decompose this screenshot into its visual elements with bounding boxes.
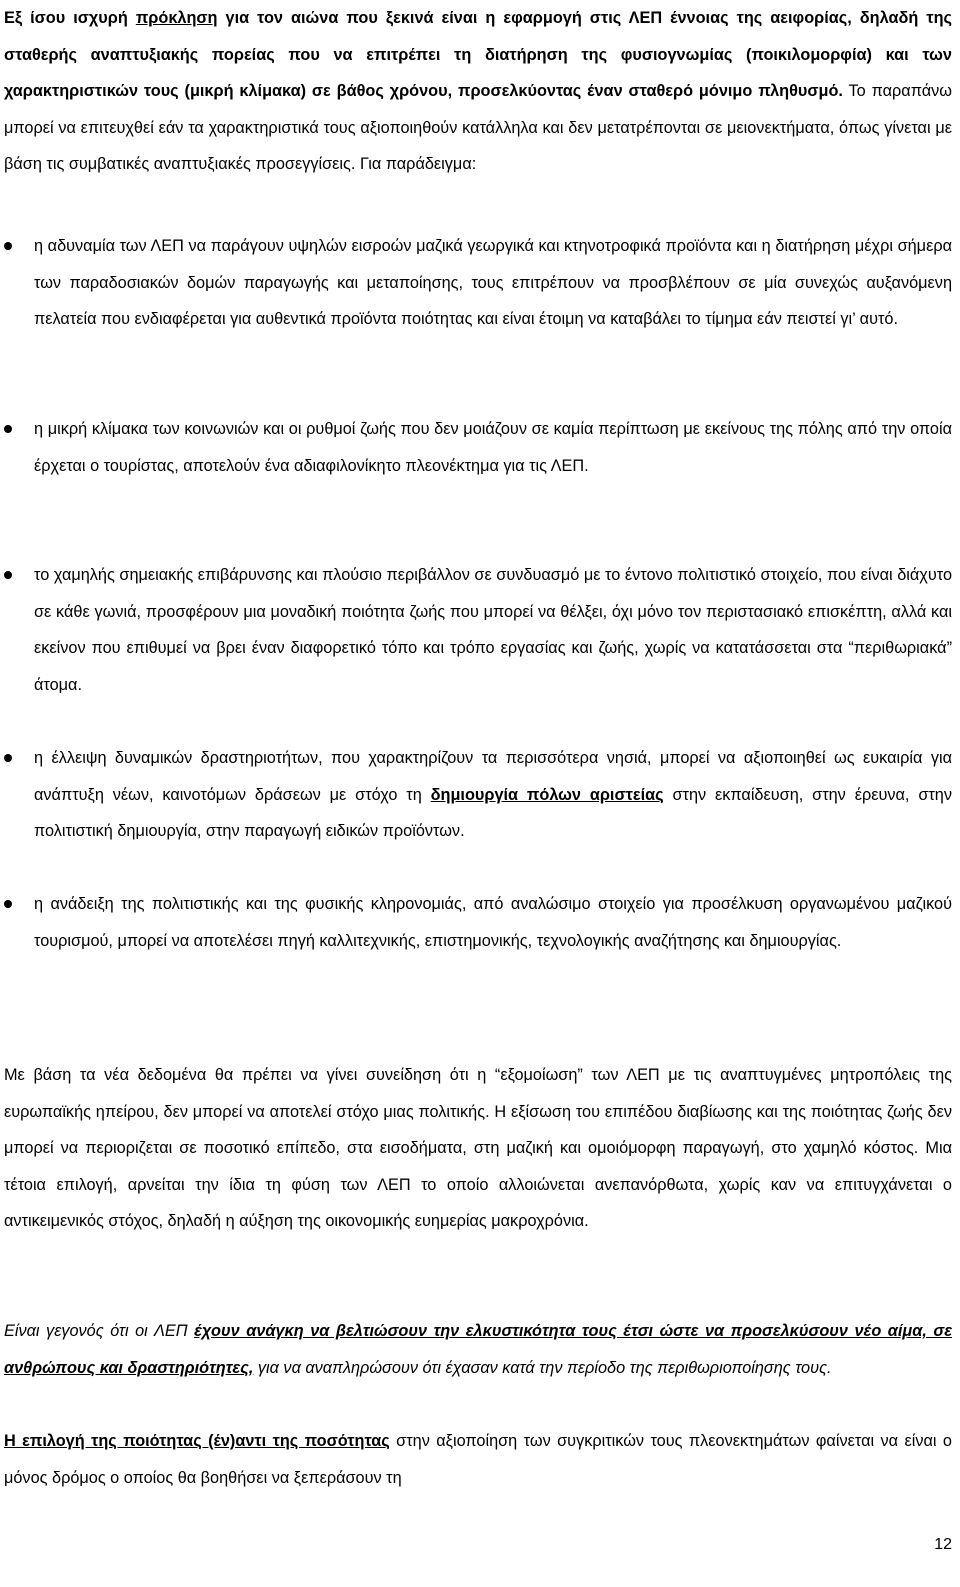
bullet-text: [34, 740, 952, 850]
bullet-dot: [4, 425, 12, 433]
bullet-dot: [4, 754, 12, 762]
paragraph-4: [4, 1423, 952, 1496]
paragraph-3: [4, 1313, 952, 1386]
intro-text-3: για τον αιώνα που ξεκινά είναι η εφαρμογή στις ΛΕΠ έννοιας της αειφορίας, δηλαδή της σταθερής αναπτυξιακής πορείας που να επιτρέπει τη διατήρηση της φυσιογνωμίας (ποικιλομορφία) και των χαρακτηριστικών τους (μικρή κλίμακα) σε βάθος χρόνου, προσελκύοντας έναν σταθερό μόνιμο πληθυσμό.: [4, 9, 953, 100]
para3-emphasis: έχουν ανάγκη να βελτιώσουν την ελκυστικότητα τους έτσι ώστε να προσελκύσουν νέο αίμα, σε ανθρώπους και δραστηριότητες,: [4, 1322, 952, 1377]
bullet-dot: [4, 571, 12, 579]
bullet-4-text-a: η έλλειψη δυναμικών δραστηριοτήτων, που χαρακτηρίζουν τα περισσότερα νησιά, μπορεί να αξιοποιηθεί ως ευκαιρία για ανάπτυξη νέων, καινοτόμων δράσεων με στόχο τη: [34, 749, 952, 804]
page-number: 12: [934, 1536, 952, 1553]
intro-paragraph: [4, 0, 952, 183]
bullet-text: η αδυναμία των ΛΕΠ να παράγουν υψηλών εισροών μαζικά γεωργικά και κτηνοτροφικά προϊόντα και η διατήρηση μέχρι σήμερα των παραδοσιακών δομών παραγωγής και μεταποίησης, τους επιτρέπουν να προσβλέπουν σε μία συνεχώς αυξανόμενη πελατεία που ενδιαφέρεται για αυθεντικά προϊόντα ποιότητας και είναι έτοιμη να καταβάλει το τίμημα εάν πειστεί γι’ αυτό.: [34, 237, 952, 328]
bullet-text: το χαμηλής σημειακής επιβάρυνσης και πλούσιο περιβάλλον σε συνδυασμό με το έντονο πολιτιστικό στοιχείο, που είναι διάχυτο σε κάθε γωνιά, προσφέρουν μια μοναδική ποιότητα ζωής που μπορεί να θέλξει, όχι μόνο τον περιστασιακό επισκέπτη, αλλά και εκείνον που επιθυμεί να βρει έναν διαφορετικό τόπο και τρόπο εργασίας και ζωής, χωρίς να κατατάσσεται στα “περιθωριακά” άτομα.: [34, 566, 952, 694]
para3-text-c: για να αναπληρώσουν ότι έχασαν κατά την περίοδο της περιθωριοποίησης τους.: [253, 1358, 832, 1377]
para4-text-b: στην αξιοποίηση των συγκριτικών τους πλεονεκτημάτων φαίνεται να είναι ο μόνος δρόμος ο οποίος θα βοηθήσει να ξεπεράσουν τη: [4, 1432, 952, 1487]
bullet-text: η μικρή κλίμακα των κοινωνιών και οι ρυθμοί ζωής που δεν μοιάζουν σε καμία περίπτωση με εκείνους της πόλης από την οποία έρχεται ο τουρίστας, αποτελούν ένα αδιαφιλονίκητο πλεονέκτημα για τις ΛΕΠ.: [34, 420, 952, 475]
excellence-poles-phrase: δημιουργία πόλων αριστείας: [430, 785, 664, 804]
bullet-text: η ανάδειξη της πολιτιστικής και της φυσικής κληρονομιάς, από αναλώσιμο στοιχείο για προσέλκυση οργανωμένου μαζικού τουρισμού, μπορεί να αποτελέσει πηγή καλλιτεχνικής, επιστημονικής, τεχνολογικής αναζήτησης και δημιουργίας.: [34, 895, 952, 950]
bullet-dot: [4, 900, 12, 908]
paragraph-2: Με βάση τα νέα δεδομένα θα πρέπει να γίνει συνείδηση ότι η “εξομοίωση” των ΛΕΠ με τις αναπτυγμένες μητροπόλεις της ευρωπαϊκής ηπείρου, δεν μπορεί να αποτελεί στόχο μιας πολιτικής. Η εξίσωση του επιπέδου διαβίωσης και της ποιότητας ζωής δεν μπορεί να περιοριζεται σε ποσοτικό επίπεδο, στα εισοδήματα, στη μαζική και ομοιόμορφη παραγωγή, στο χαμηλό κόστος. Μια τέτοια επιλογή, αρνείται την ίδια τη φύση των ΛΕΠ το οποίο αλλοιώνεται ανεπανόρθωτα, χωρίς καν να επιτυγχάνεται ο αντικειμενικός στόχος, δηλαδή η αύξηση της οικονομικής ευημερίας μακροχρόνια.: [4, 1066, 952, 1230]
intro-text-1: Εξ ίσου ισχυρή: [4, 9, 136, 27]
intro-lead: [4, 9, 952, 100]
challenge-word: πρόκληση: [135, 9, 218, 27]
para3-text-a: Είναι γεγονός ότι οι ΛΕΠ: [4, 1322, 195, 1340]
intro-text-4: Το παραπάνω μπορεί να επιτευχθεί εάν τα χαρακτηριστικά τους αξιοποιηθούν κατάλληλα και δεν μετατρέπονται σε μειονεκτήματα, όπως γίνεται με βάση τις συμβατικές αναπτυξιακές προσεγγίσεις. Για παράδειγμα:: [4, 82, 952, 173]
quality-choice-phrase: Η επιλογή της ποιότητας (έν)αντι της ποσότητας: [4, 1432, 390, 1450]
bullet-dot: [4, 242, 12, 250]
bullet-4-text-c: στην εκπαίδευση, στην έρευνα, στην πολιτιστική δημιουργία, στην παραγωγή ειδικών προϊόντων.: [34, 785, 952, 840]
